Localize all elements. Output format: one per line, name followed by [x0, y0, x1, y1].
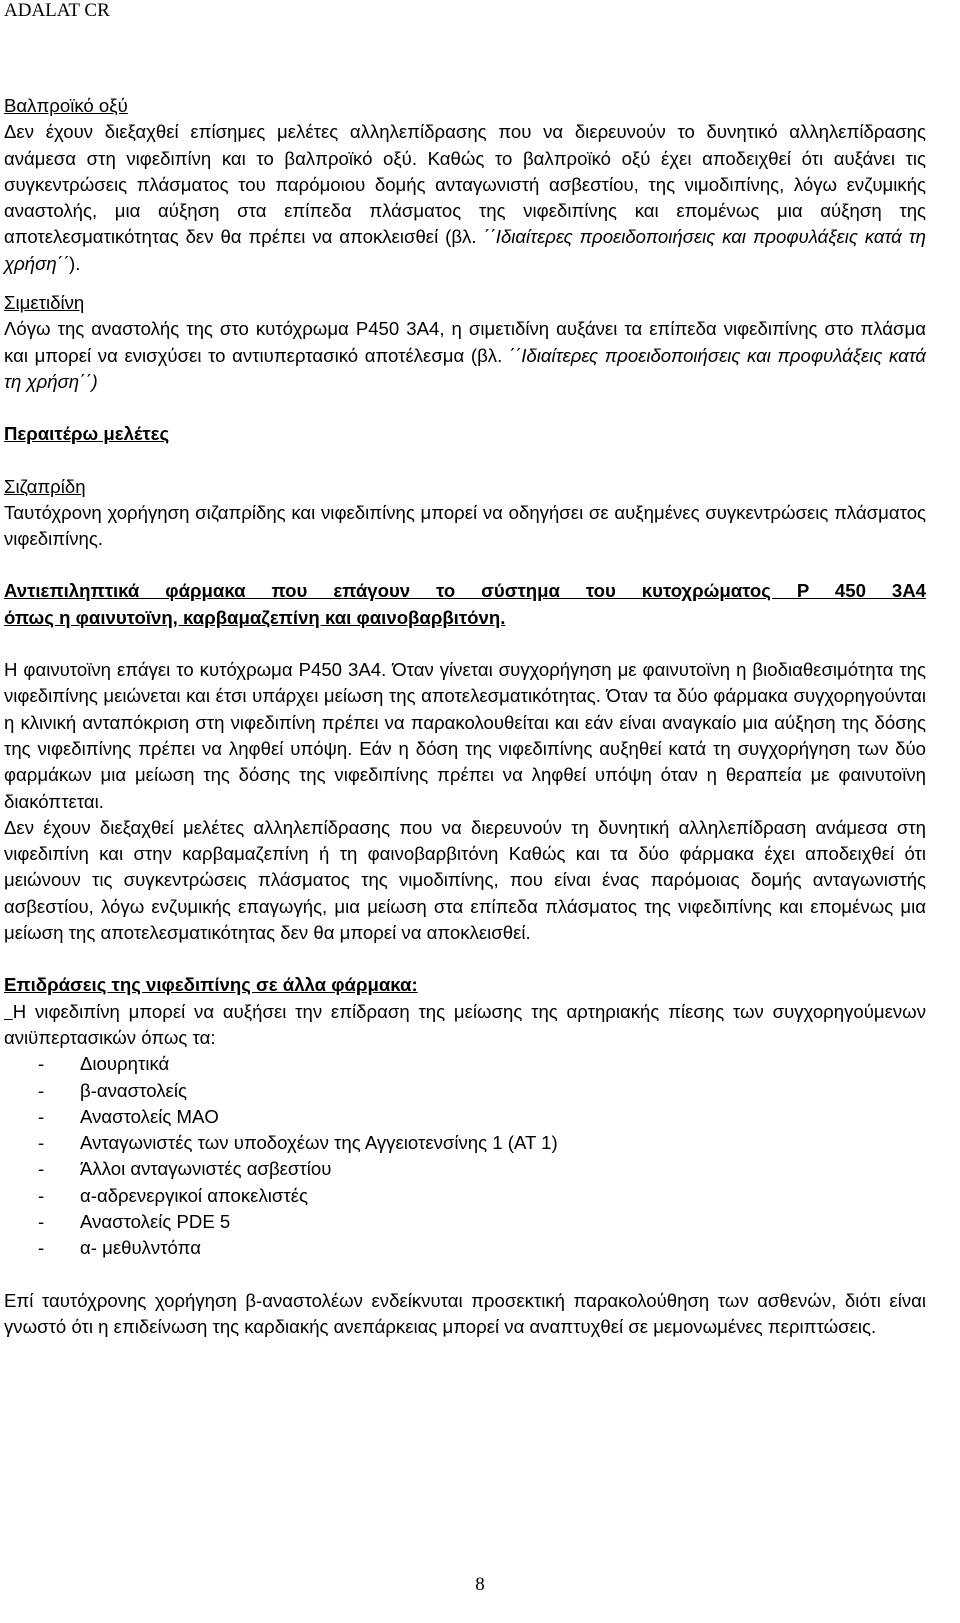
list-dash: - — [38, 1210, 45, 1232]
list-dash: - — [38, 1184, 45, 1206]
further-studies-heading: Περαιτέρω μελέτες — [4, 423, 170, 445]
valproic-reference: ΄΄Ιδιαίτερες προειδοποιήσεις και προφυλάξεις κατά τη χρήση΄΄ — [4, 226, 926, 274]
list-item: - α-αδρενεργικοί αποκελιστές — [4, 1183, 926, 1209]
list-item: - Άλλοι ανταγωνιστές ασβεστίου — [4, 1156, 926, 1182]
list-item: - Διουρητικά — [4, 1051, 926, 1077]
list-dash: - — [38, 1237, 45, 1259]
cimetidine-text: Λόγω της αναστολής της στο κυτόχρωμα P450 3A4, η σιμετιδίνη αυξάνει τα επίπεδα νιφεδιπίνης στο πλάσμα και μπορεί να ενισχύσει το αντιυπερτασικό αποτέλεσμα (βλ. — [4, 318, 926, 366]
page-header: ADALAT CR — [4, 0, 110, 21]
valproic-paragraph — [4, 119, 926, 277]
list-item: - Ανταγωνιστές των υποδοχέων της Αγγειοτενσίνης 1 (AT 1) — [4, 1130, 926, 1156]
cimetidine-paragraph — [4, 316, 926, 395]
phenytoin-paragraph: Η φαινυτοϊνη επάγει το κυτόχρωμα P450 3A4. Όταν γίνεται συγχορήγηση με φαινυτοϊνη η βιοδιαθεσιμότητα της νιφεδιπίνης μειώνεται και έτσι υπάρχει μείωση της αποτελεσματικότητας. Όταν τα δύο φάρμακα συγχορηγούνται η κλινική ανταπόκριση στη νιφεδιπίνη πρέπει να παρακολουθείται και εάν είναι αναγκαίο μια αύξηση της δόσης της νιφεδιπίνης πρέπει να ληφθεί υπόψη. Εάν η δόση της νιφεδιπίνης αυξηθεί κατά τη συγχορήγηση των δύο φαρμάκων μια μείωση της δόσης της νιφεδιπίνης πρέπει να ληφθεί υπόψη όταν η θεραπεία με φαινυτοϊνη διακόπτεται. — [4, 659, 926, 812]
anticonvulsants-heading-line2: όπως η φαινυτοϊνη, καρβαμαζεπίνη και φαινοβαρβιτόνη. — [4, 606, 506, 628]
valproic-text-end: ). — [69, 252, 81, 274]
list-dash: - — [38, 1079, 45, 1101]
effects-heading: Επιδράσεις της νιφεδιπίνης σε άλλα φάρμακα: — [4, 974, 418, 996]
valproic-text: Δεν έχουν διεξαχθεί επίσημες μελέτες αλληλεπίδρασης που να διερευνούν το δυνητικό αλληλεπίδρασης ανάμεσα στη νιφεδιπίνη και το βαλπροϊκό οξύ. Καθώς το βαλπροϊκό οξύ έχει αποδειχθεί ότι αυξάνει τις συγκεντρώσεις πλάσματος του παρόμοιου δομής ανταγωνιστή ασβεστίου, της νιμοδιπίνης, λόγω ενζυμικής αναστολής, μια αύξηση στα επίπεδα πλάσματος της νιφεδιπίνης και επομένως μια αύξηση της αποτελεσματικότητας δεν θα πρέπει να αποκλεισθεί (βλ. — [4, 121, 926, 248]
list-dash: - — [38, 1053, 45, 1075]
beta-blocker-paragraph: Επί ταυτόχρονης χορήγηση β-αναστολέων ενδείκνυται προσεκτική παρακολούθηση των ασθενών, διότι είναι γνωστό ότι η επιδείνωση της καρδιακής ανεπάρκειας μπορεί να αναπτυχθεί σε μεμονωμένες περιπτώσεις. — [4, 1289, 926, 1337]
cimetidine-reference: ΄΄Ιδιαίτερες προειδοποιήσεις και προφυλάξεις κατά τη χρήση΄΄) — [4, 344, 926, 392]
list-item: - α- μεθυλντόπα — [4, 1235, 926, 1261]
cisapride-heading: Σιζαπρίδη — [4, 475, 86, 497]
cimetidine-heading: Σιμετιδίνη — [4, 292, 85, 314]
page-number: 8 — [475, 1574, 485, 1595]
drug-list — [4, 1051, 926, 1261]
list-dash: - — [38, 1132, 45, 1154]
valproic-heading: Βαλπροϊκό οξύ — [4, 95, 128, 116]
list-dash: - — [38, 1158, 45, 1180]
cisapride-paragraph: Ταυτόχρονη χορήγηση σιζαπρίδης και νιφεδιπίνης μπορεί να οδηγήσει σε αυξημένες συγκεντρώσεις πλάσματος νιφεδιπίνης. — [4, 501, 926, 550]
list-item: - β-αναστολείς — [4, 1078, 926, 1104]
list-item: - Αναστολείς MAO — [4, 1104, 926, 1130]
document-body — [4, 93, 926, 1340]
anticonvulsants-heading-line1: Αντιεπιληπτικά φάρμακα που επάγουν το σύστημα του κυτοχρώματος P 450 3A4 — [4, 580, 926, 602]
effects-intro: Η νιφεδιπίνη μπορεί να αυξήσει την επίδραση της μείωσης της αρτηριακής πίεσης των συγχορηγούμενων ανιϋπερτασικών όπως τα: — [4, 1000, 926, 1048]
list-dash: - — [38, 1105, 45, 1127]
carbamazepine-paragraph: Δεν έχουν διεξαχθεί μελέτες αλληλεπίδρασης που να διερευνούν τη δυνητική αλληλεπίδραση ανάμεσα στη νιφεδιπίνη και στην καρβαμαζεπίνη ή τη φαινοβαρβιτόνη Καθώς και τα δύο φάρμακα έχει αποδειχθεί ότι μειώνουν τις συγκεντρώσεις πλάσματος της νιμοδιπίνης, που είναι ένας παρόμοιας δομής ανταγωνιστής ασβεστίου, λόγω ενζυμικής επαγωγής, μια μείωση στα επίπεδα πλάσματος της νιφεδιπίνης και επομένως μια μείωση της αποτελεσματικότητας δεν θα μπορεί να αποκλεισθεί. — [4, 816, 926, 944]
list-item: - Αναστολείς PDE 5 — [4, 1209, 926, 1235]
